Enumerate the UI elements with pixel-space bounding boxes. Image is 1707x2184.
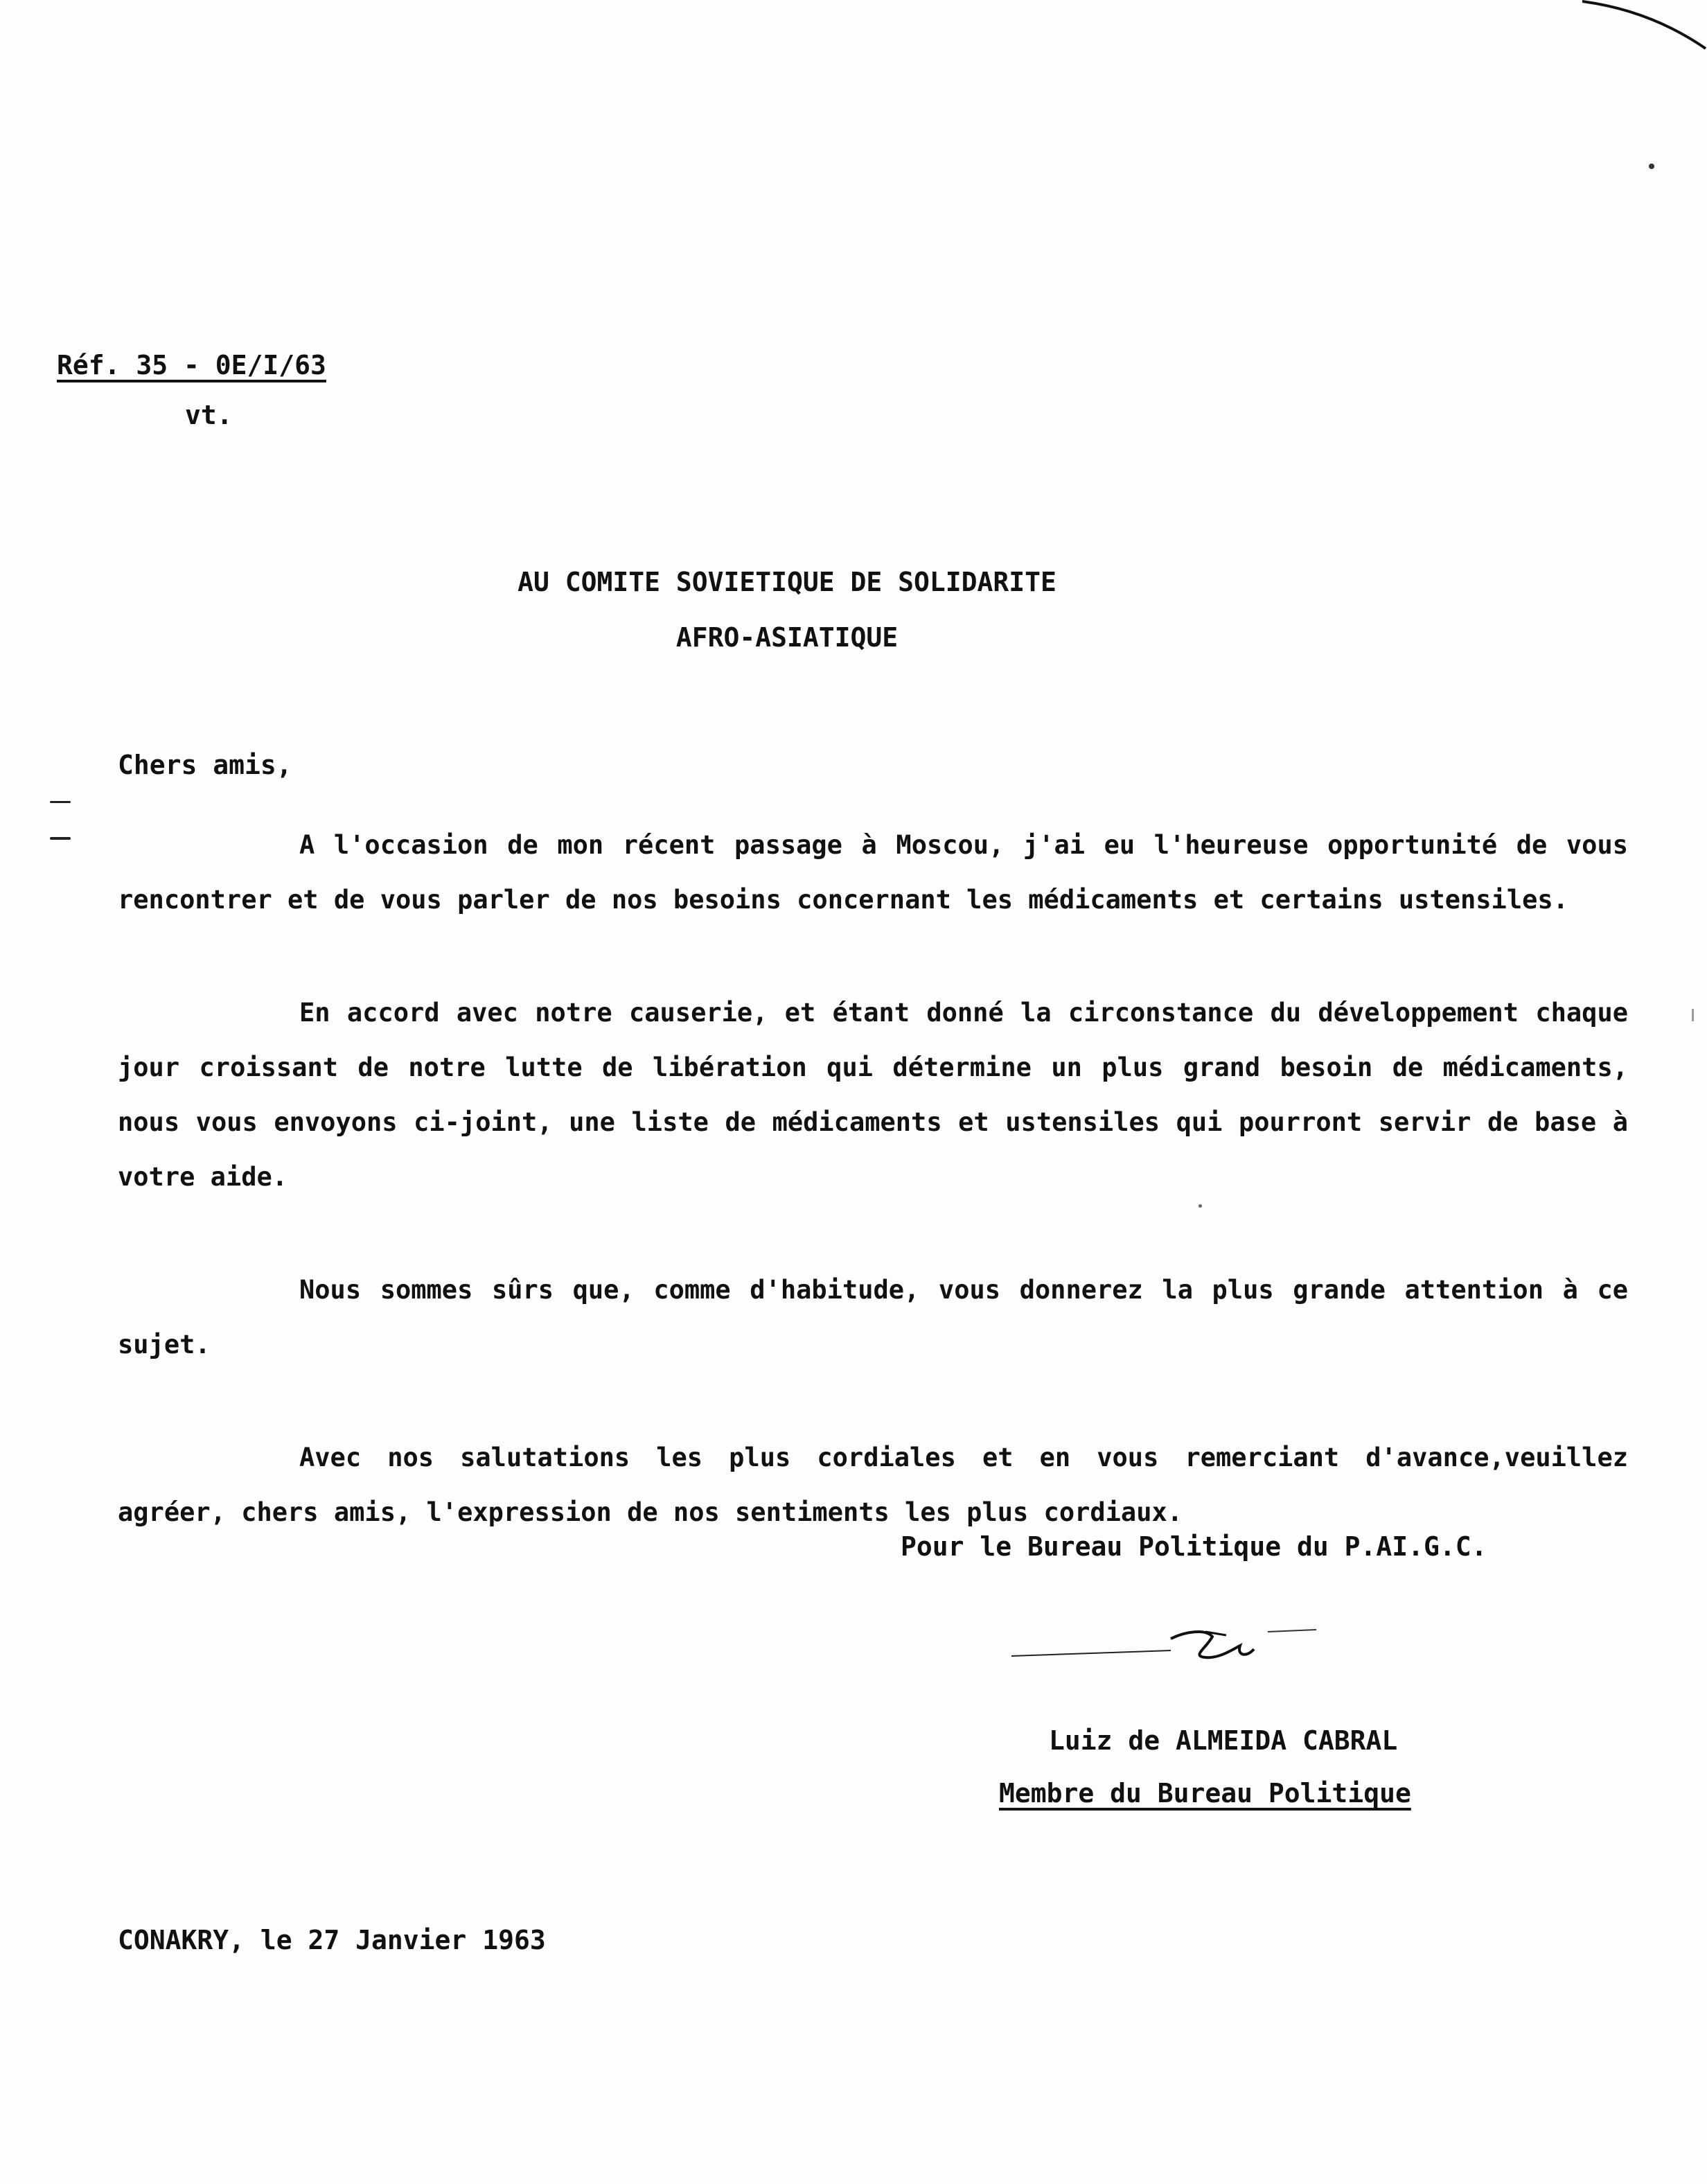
letter-body — [118, 818, 1628, 1598]
paragraph-4: Avec nos salutations les plus cordiales et en vous remerciant d'avance,veuillez agréer, chers amis, l'expression de nos sentiments les plus cordiaux. — [118, 1443, 1628, 1527]
scan-speck — [1649, 164, 1654, 169]
addressee-line-1: AU COMITE SOVIETIQUE DE SOLIDARITE — [518, 567, 1056, 597]
place-and-date: CONAKRY, le 27 Janvier 1963 — [118, 1925, 546, 1955]
scan-speck — [50, 801, 71, 803]
corner-scan-mark — [1582, 0, 1707, 62]
signatory-title: Membre du Bureau Politique — [999, 1778, 1411, 1808]
reference-block — [57, 352, 326, 428]
paragraph-3: Nous sommes sûrs que, comme d'habitude, vous donnerez la plus grande attention à ce sujet. — [118, 1275, 1628, 1359]
signatory-name: Luiz de ALMEIDA CABRAL — [1049, 1725, 1398, 1756]
signature-organization: Pour le Bureau Politique du P.AI.G.C. — [901, 1531, 1487, 1562]
typist-initials: vt. — [185, 400, 233, 430]
handwritten-signature — [998, 1608, 1386, 1677]
addressee-line-2: AFRO-ASIATIQUE — [675, 622, 899, 653]
signature-block — [901, 1531, 1487, 1808]
paragraph-2: En accord avec notre causerie, et étant donné la circonstance du développement chaque jour croissant de notre lutte de libération qui détermine un plus grand besoin de médicaments, nous vous envoyons ci-joint, une liste de médicaments et ustensiles qui pourront servir de base à votre aide. — [118, 998, 1628, 1192]
addressee — [0, 554, 1707, 665]
scan-speck — [50, 837, 71, 840]
scan-speck — [1692, 1009, 1694, 1021]
salutation: Chers amis, — [118, 750, 292, 780]
scan-speck — [1199, 1204, 1202, 1208]
paragraph-1: A l'occasion de mon récent passage à Moscou, j'ai eu l'heureuse opportunité de vous rencontrer et de vous parler de nos besoins concernant les médicaments et certains ustensiles. — [118, 830, 1628, 915]
reference-number: Réf. 35 - 0E/I/63 — [57, 350, 326, 380]
